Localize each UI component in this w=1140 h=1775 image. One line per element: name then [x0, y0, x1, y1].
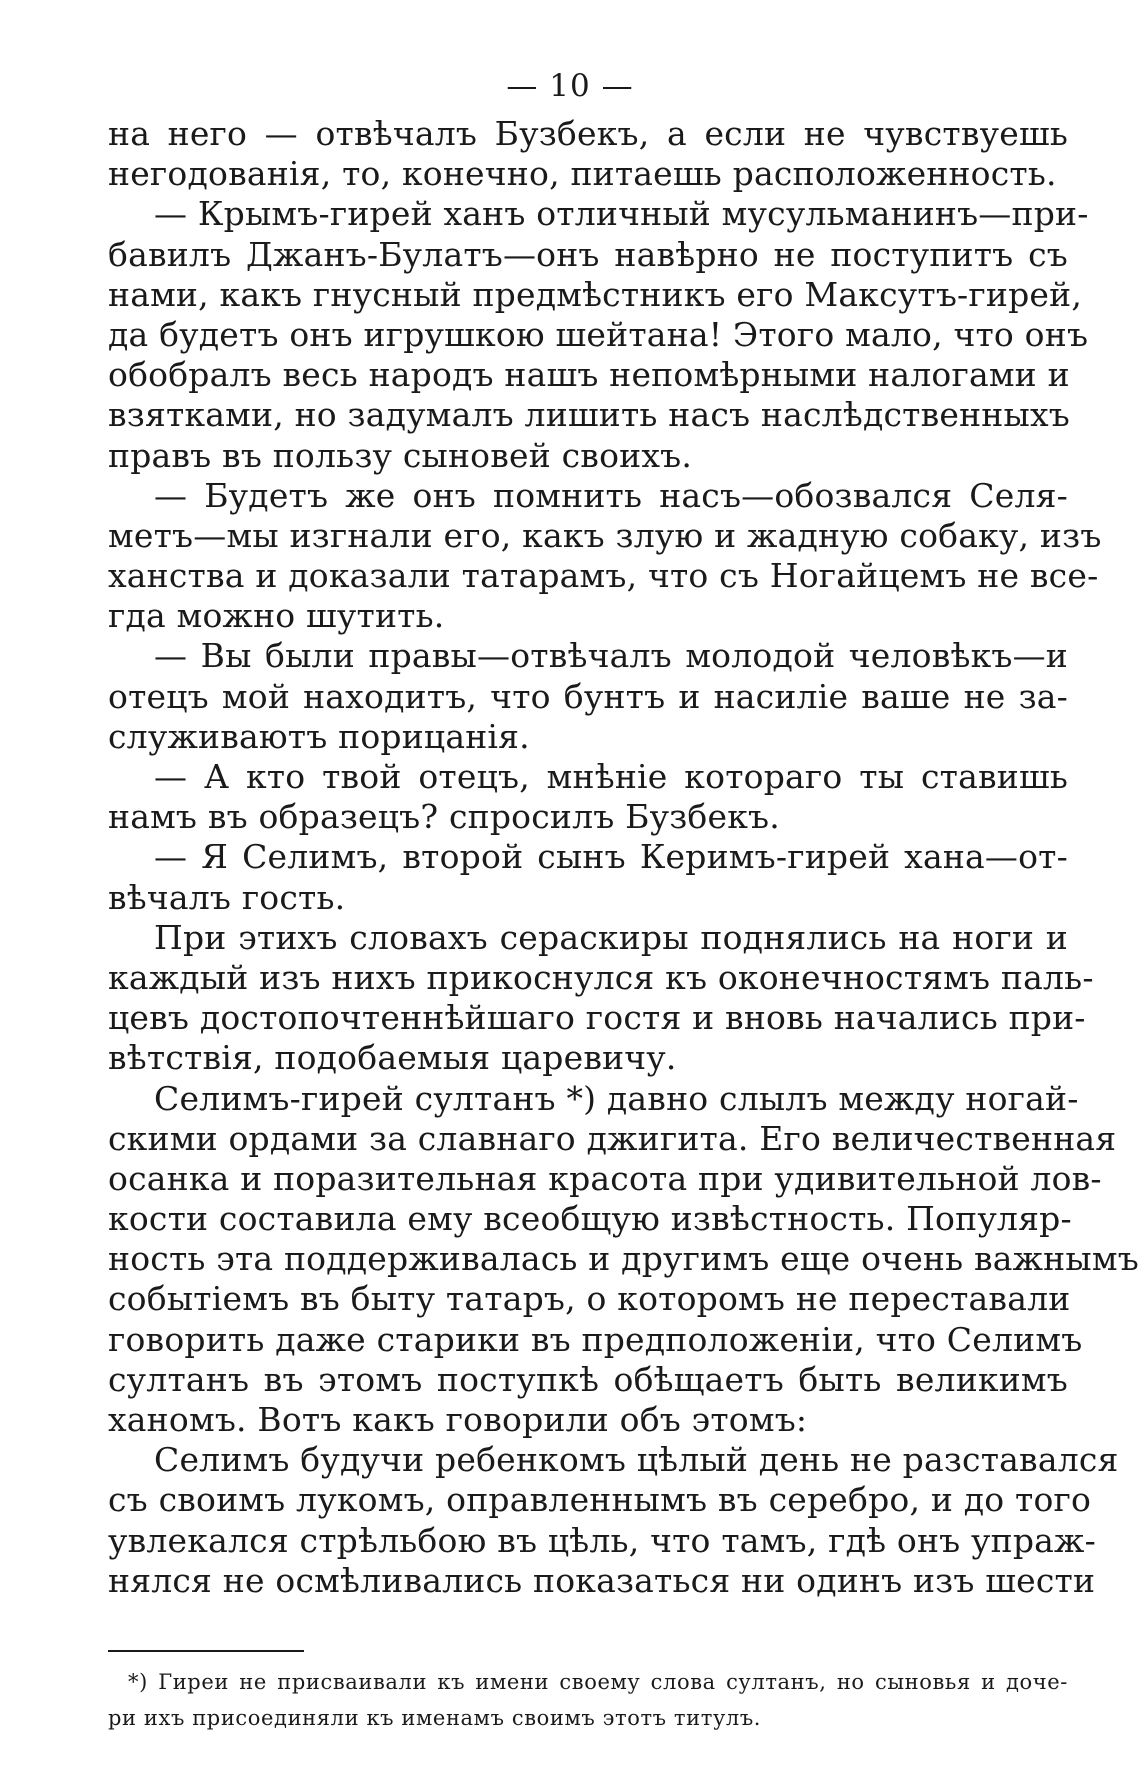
- text-line: метъ—мы изгнали его, какъ злую и жадную собаку, изъ: [108, 515, 1102, 555]
- text-line: намъ въ образецъ? спросилъ Бузбекъ.: [108, 797, 780, 837]
- text-line: ханства и доказали татарамъ, что съ Ногайцемъ не все-: [108, 556, 1099, 596]
- text-line: вѣчалъ гость.: [108, 877, 346, 917]
- text-line: обобралъ весь народъ нашъ непомѣрными налогами и: [108, 355, 1070, 395]
- text-line: взятками, но задумалъ лишить насъ наслѣдственныхъ: [108, 395, 1070, 435]
- footnote-line: *) Гиреи не присваивали къ имени своему слова султанъ, но сыновья и доче-: [128, 1670, 1068, 1694]
- text-line: ханомъ. Вотъ какъ говорили объ этомъ:: [108, 1400, 808, 1439]
- text-line: гда можно шутить.: [108, 596, 445, 636]
- text-line: негодованія, то, конечно, питаешь расположенность.: [108, 154, 1057, 194]
- text-line: осанка и поразительная красота при удивительной лов-: [108, 1158, 1102, 1198]
- text-line: ность эта поддерживалась и другимъ еще очень важнымъ: [108, 1239, 1139, 1279]
- text-line: скими ордами за славнаго джигита. Его величественная: [108, 1118, 1117, 1158]
- page-number: — 10 —: [506, 68, 634, 104]
- text-line: отецъ мой находитъ, что бунтъ и насиліе ваше не за-: [108, 676, 1068, 716]
- text-line: — Будетъ же онъ помнить насъ—обозвался Селя-: [154, 475, 1068, 515]
- text-line: нами, какъ гнусный предмѣстникъ его Максутъ-гирей,: [108, 274, 1083, 314]
- text-line: Селимъ-гирей султанъ *) давно слылъ между ногай-: [154, 1078, 1079, 1118]
- footnote: [108, 1664, 1068, 1736]
- text-line: цевъ достопочтеннѣйшаго гостя и вновь начались при-: [108, 998, 1086, 1038]
- text-line: правъ въ пользу сыновей своихъ.: [108, 435, 693, 475]
- text-line: кости составила ему всеобщую извѣстность. Популяр-: [108, 1199, 1072, 1239]
- text-line: султанъ въ этомъ поступкѣ обѣщаетъ быть великимъ: [108, 1359, 1068, 1399]
- text-line: служиваютъ порицанія.: [108, 716, 530, 756]
- footnote-line: ри ихъ присоединяли къ именамъ своимъ этотъ титулъ.: [108, 1706, 762, 1730]
- main-text: [108, 114, 1139, 1601]
- text-line: каждый изъ нихъ прикоснулся къ оконечностямъ паль-: [108, 957, 1094, 997]
- text-line: говорить даже старики въ предположеніи, что Селимъ: [108, 1319, 1083, 1359]
- text-line: увлекался стрѣльбою въ цѣль, что тамъ, гдѣ онъ упраж-: [108, 1520, 1096, 1560]
- text-line: на него — отвѣчалъ Бузбекъ, а если не чувствуешь: [108, 114, 1068, 153]
- footnote-divider: [108, 1650, 304, 1652]
- text-line: Селимъ будучи ребенкомъ цѣлый день не разставался: [154, 1440, 1119, 1480]
- text-line: событіемъ въ быту татаръ, о которомъ не переставали: [108, 1279, 1071, 1319]
- text-line: — Я Селимъ, второй сынъ Керимъ-гирей хана—от-: [154, 837, 1068, 877]
- text-line: нялся не осмѣливались показаться ни одинъ изъ шести: [108, 1560, 1096, 1600]
- text-line: — Вы были правы—отвѣчалъ молодой человѣкъ—и: [154, 636, 1068, 676]
- text-line: да будетъ онъ игрушкою шейтана! Этого мало, что онъ: [108, 314, 1089, 354]
- text-line: бавилъ Джанъ-Булатъ—онъ навѣрно не поступитъ съ: [108, 234, 1068, 274]
- text-line: съ своимъ лукомъ, оправленнымъ въ серебро, и до того: [108, 1480, 1092, 1520]
- text-line: вѣтствія, подобаемыя царевичу.: [108, 1038, 677, 1078]
- text-line: При этихъ словахъ сераскиры поднялись на ноги и: [154, 917, 1068, 957]
- text-line: — А кто твой отецъ, мнѣніе котораго ты ставишь: [154, 757, 1068, 796]
- text-line: — Крымъ-гирей ханъ отличный мусульманинъ—при-: [154, 194, 1089, 234]
